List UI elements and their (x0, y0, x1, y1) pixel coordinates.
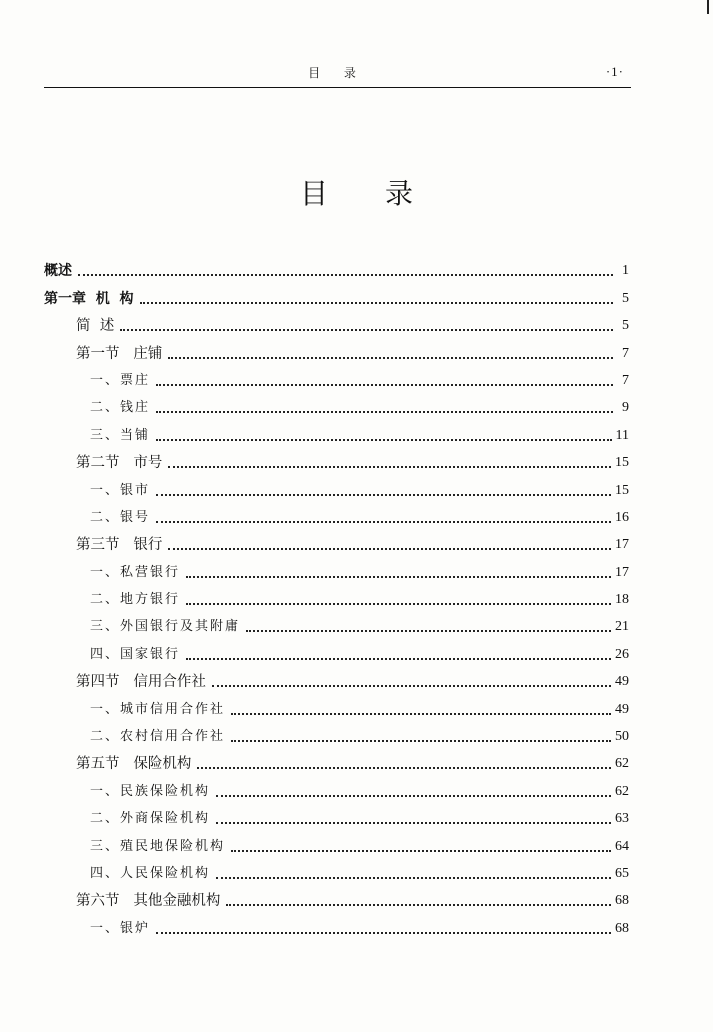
toc-entry-page: 7 (622, 372, 629, 388)
toc-entry-label: 一、银市 (90, 482, 151, 498)
toc-entry (44, 335, 629, 362)
toc-entry-label: 四、国家银行 (90, 646, 181, 662)
toc-entry-label: 第六节 其他金融机构 (76, 893, 221, 910)
toc-entry (44, 308, 629, 335)
toc-entry (44, 746, 629, 773)
toc-entry-label: 一、私营银行 (90, 564, 181, 580)
dot-leader (78, 274, 613, 276)
toc-entry-page: 9 (622, 400, 629, 416)
dot-leader (156, 494, 611, 496)
dot-leader (216, 822, 611, 824)
dot-leader (212, 685, 611, 687)
toc-entry-page: 26 (615, 646, 629, 662)
toc-entry-page: 15 (615, 455, 629, 471)
dot-leader (216, 795, 611, 797)
toc-entry (44, 801, 629, 828)
dot-leader (156, 932, 611, 934)
toc-entry (44, 664, 629, 691)
toc-entry-label: 二、外商保险机构 (90, 811, 211, 827)
toc-entry-page: 5 (622, 290, 629, 306)
dot-leader (231, 740, 611, 742)
toc-entry-page: 62 (615, 783, 629, 799)
toc-entry-label: 一、民族保险机构 (90, 783, 211, 799)
toc-entry (44, 417, 629, 444)
toc-entry (44, 390, 629, 417)
toc-entry (44, 280, 629, 307)
toc-entry-label: 第五节 保险机构 (76, 756, 192, 773)
toc-entry-label: 二、钱庄 (90, 400, 151, 416)
toc-entry-label: 概述 (44, 263, 72, 280)
toc-entry (44, 636, 629, 663)
dot-leader (120, 329, 613, 331)
toc-entry-label: 第一章 机 构 (44, 290, 134, 307)
dot-leader (186, 576, 611, 578)
toc-entry (44, 719, 629, 746)
toc-entry-page: 65 (615, 865, 629, 881)
toc-entry (44, 828, 629, 855)
toc-entry-page: 64 (615, 838, 629, 854)
toc-entry-label: 简 述 (76, 318, 115, 335)
toc-entry-label: 三、殖民地保险机构 (90, 838, 226, 854)
dot-leader (231, 850, 611, 852)
toc-entry-page: 49 (615, 701, 629, 717)
dot-leader (168, 357, 613, 359)
running-title: 目 录 (308, 66, 366, 80)
toc-entry-label: 二、农村信用合作社 (90, 729, 226, 745)
toc-entry-label: 一、票庄 (90, 372, 151, 388)
toc-entry-page: 18 (615, 592, 629, 608)
toc-entry-page: 62 (615, 756, 629, 772)
toc-entry (44, 609, 629, 636)
page-edge-mark (707, 0, 709, 14)
toc-entry (44, 856, 629, 883)
toc-entry-label: 四、人民保险机构 (90, 865, 211, 881)
dot-leader (168, 548, 611, 550)
toc-entry (44, 691, 629, 718)
dot-leader (246, 630, 611, 632)
toc-entry (44, 554, 629, 581)
toc-entry-label: 三、当铺 (90, 427, 151, 443)
toc-entry-page: 15 (615, 482, 629, 498)
toc-entry-label: 三、外国银行及其附庸 (90, 619, 241, 635)
toc-entry-page: 16 (615, 509, 629, 525)
toc-entry-label: 第二节 市号 (76, 455, 163, 472)
dot-leader (197, 767, 611, 769)
dot-leader (186, 658, 611, 660)
dot-leader (226, 904, 611, 906)
dot-leader (231, 713, 611, 715)
page-title: 目 录 (300, 177, 437, 210)
running-header (44, 62, 630, 84)
toc-entry (44, 910, 629, 937)
toc-entry (44, 500, 629, 527)
toc-entry-label: 一、城市信用合作社 (90, 701, 226, 717)
toc-entry (44, 472, 629, 499)
toc-entry-page: 50 (615, 729, 629, 745)
toc-entry (44, 253, 629, 280)
dot-leader (168, 466, 611, 468)
toc-entry-label: 第四节 信用合作社 (76, 674, 206, 691)
toc-entry (44, 883, 629, 910)
page-number: ·1· (605, 64, 624, 79)
toc-entry-page: 17 (615, 537, 629, 553)
toc-entry-page: 5 (622, 318, 629, 334)
dot-leader (156, 439, 612, 441)
dot-leader (216, 877, 611, 879)
toc-entry-page: 68 (615, 893, 629, 909)
dot-leader (186, 603, 611, 605)
toc-entry (44, 773, 629, 800)
toc-entry-page: 49 (615, 674, 629, 690)
toc-entry-page: 68 (615, 920, 629, 936)
toc-entry-label: 二、地方银行 (90, 592, 181, 608)
toc-entry-page: 17 (615, 564, 629, 580)
table-of-contents (44, 253, 629, 938)
toc-entry-page: 7 (622, 345, 629, 361)
dot-leader (156, 384, 613, 386)
toc-entry-label: 第三节 银行 (76, 537, 163, 554)
toc-entry-label: 一、银炉 (90, 920, 151, 936)
toc-entry (44, 527, 629, 554)
toc-entry (44, 582, 629, 609)
dot-leader (156, 411, 613, 413)
toc-entry-page: 63 (615, 811, 629, 827)
toc-entry-page: 11 (615, 427, 629, 443)
toc-entry-label: 二、银号 (90, 509, 151, 525)
toc-entry-page: 21 (615, 619, 629, 635)
toc-entry (44, 363, 629, 390)
toc-entry (44, 445, 629, 472)
toc-entry-label: 第一节 庄铺 (76, 345, 163, 362)
toc-entry-page: 1 (622, 263, 629, 279)
dot-leader (156, 521, 611, 523)
dot-leader (140, 302, 614, 304)
header-rule (44, 87, 631, 88)
